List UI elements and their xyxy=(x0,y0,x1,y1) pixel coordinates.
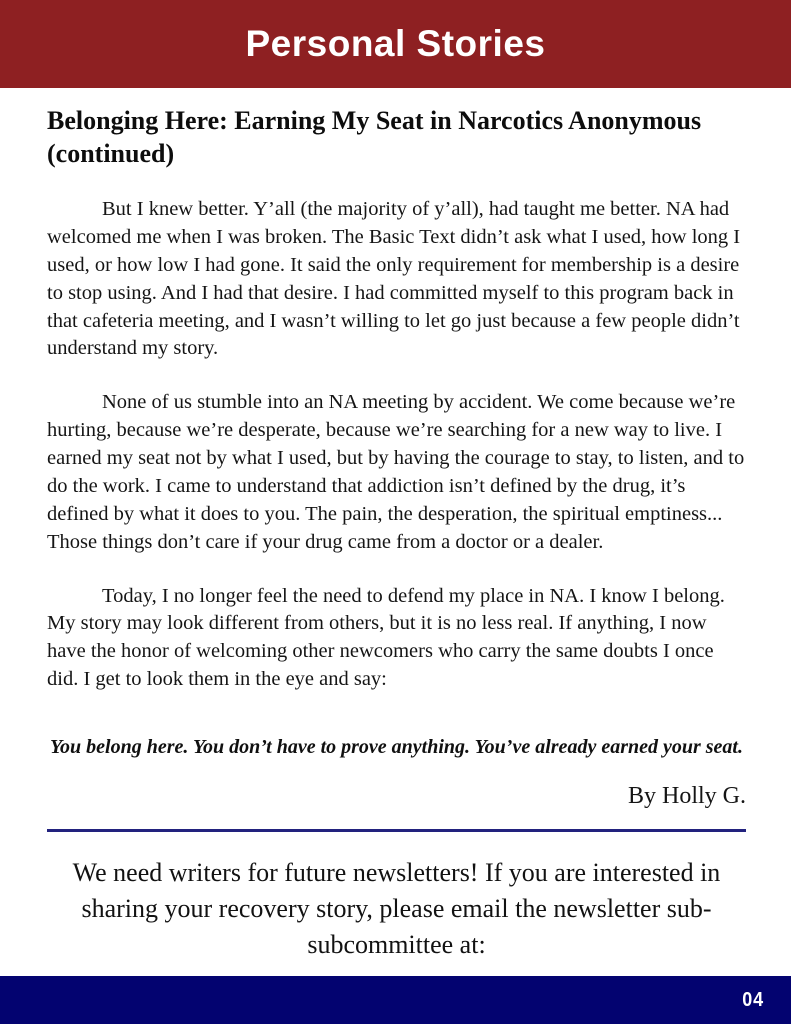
section-divider xyxy=(47,829,746,832)
article-content xyxy=(0,105,791,1024)
page-number: 04 xyxy=(741,988,764,1011)
author-byline: By Holly G. xyxy=(627,783,746,809)
article-heading: Belonging Here: Earning My Seat in Narcotics Anonymous (continued) xyxy=(47,106,702,168)
page-footer xyxy=(0,976,791,1024)
article-paragraph: Today, I no longer feel the need to defend my place in NA. I know I belong. My story may look different from others, but it is no less real. If anything, I now have the honor of welcoming other newcomers who carry the same doubts I once did. I get to look them in the eye and say: xyxy=(47,584,725,691)
article-paragraph: But I knew better. Y’all (the majority of y’all), had taught me better. NA had welcomed me when I was broken. The Basic Text didn’t ask what I used, how long I used, or how low I had gone. It said the only requirement for membership is a desire to stop using. And I had that desire. I had committed myself to this program back in that cafeteria meeting, and I wasn’t willing to let go just because a few people didn’t understand my story. xyxy=(47,198,741,360)
pull-quote: You belong here. You don’t have to prove anything. You’ve already earned your seat. xyxy=(50,736,743,758)
article-paragraph: None of us stumble into an NA meeting by accident. We come because we’re hurting, because we’re desperate, because we’re searching for a new way to live. I earned my seat not by what I used, but by having the courage to stay, to listen, and to do the work. I came to understand that addiction isn’t defined by the drug, it’s defined by what it does to you. The pain, the desperation, the spiritual emptiness... Those things don’t care if your drug came from a doctor or a dealer. xyxy=(47,391,745,553)
writers-callout: We need writers for future newsletters! If you are interested in sharing your recovery story, please email the newsletter sub-subcommittee at: xyxy=(72,858,721,959)
page-header xyxy=(0,0,791,88)
page-title: Personal Stories xyxy=(245,23,546,64)
